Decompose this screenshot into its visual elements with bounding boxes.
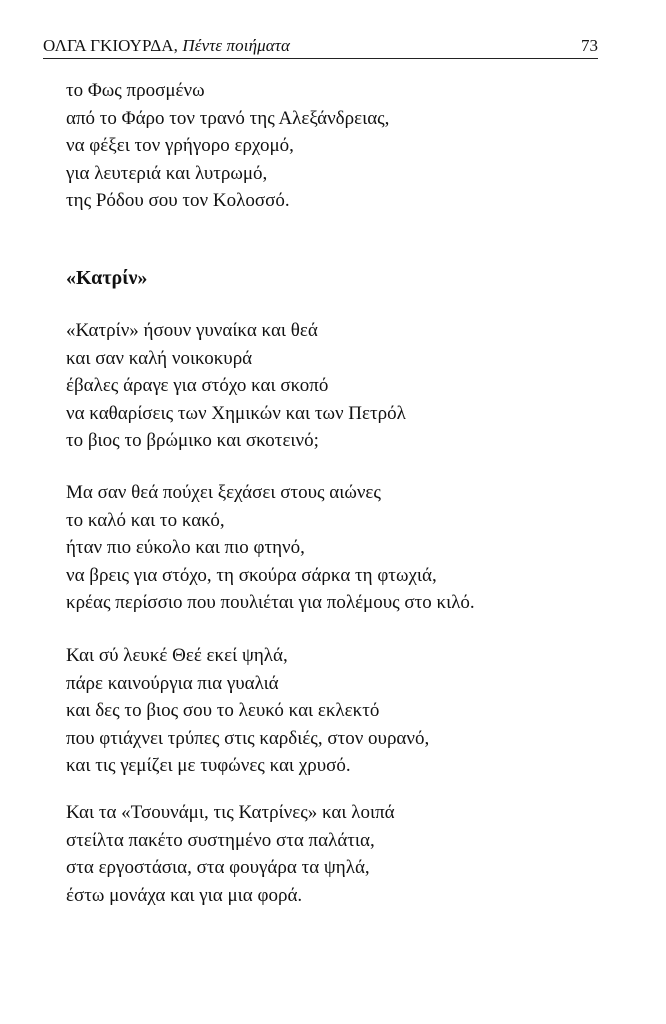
verse-line: και δες το βιος σου το λευκό και εκλεκτό — [66, 700, 380, 721]
verse-line: να καθαρίσεις των Χημικών και των Πετρόλ — [66, 402, 406, 424]
verse-line: που φτιάχνει τρύπες στις καρδιές, στον ουρανό, — [66, 727, 430, 749]
poem-title: «Κατρίν» — [66, 267, 148, 289]
stanza-2 — [66, 479, 606, 617]
verse-line: «Κατρίν» ήσουν γυναίκα και θεά — [66, 320, 318, 341]
verse-line: κρέας περίσσιο που πουλιέται για πολέμους στο κιλό. — [66, 592, 475, 613]
verse-line: πάρε καινούργια πια γυαλιά — [66, 672, 279, 694]
continuation-stanza — [66, 77, 606, 215]
running-header — [43, 34, 598, 59]
stanza-3 — [66, 642, 606, 780]
verse-line: Μα σαν θεά πούχει ξεχάσει στους αιώνες — [66, 482, 381, 503]
stanza-4 — [66, 799, 606, 909]
verse-line: Και τα «Τσουνάμι, τις Κατρίνες» και λοιπά — [66, 802, 395, 823]
verse-line: έβαλες άραγε για στόχο και σκοπό — [66, 375, 329, 396]
verse-line: να φέξει τον γρήγορο ερχομό, — [66, 135, 294, 156]
page-number: 73 — [581, 36, 598, 55]
verse-line: στα εργοστάσια, στα φουγάρα τα ψηλά, — [66, 857, 370, 878]
verse-line: από το Φάρο τον τρανό της Αλεξάνδρειας, — [66, 107, 390, 129]
verse-line: το Φως προσμένω — [66, 80, 205, 101]
verse-line: Και σύ λευκέ Θεέ εκεί ψηλά, — [66, 645, 288, 666]
verse-line: το καλό και το κακό, — [66, 509, 225, 531]
verse-line: έστω μονάχα και για μια φορά. — [66, 884, 303, 906]
verse-line: και σαν καλή νοικοκυρά — [66, 347, 253, 369]
header-author: ΟΛΓΑ ΓΚΙΟΥΡΔΑ, — [43, 36, 179, 55]
verse-line: της Ρόδου σου τον Κολοσσό. — [66, 190, 290, 211]
header-title — [43, 36, 290, 56]
verse-line: ήταν πιο εύκολο και πιο φτηνό, — [66, 537, 305, 558]
verse-line: για λευτεριά και λυτρωμό, — [66, 162, 268, 184]
header-book-title: Πέντε ποιήματα — [182, 36, 290, 55]
verse-line: και τις γεμίζει με τυφώνες και χρυσό. — [66, 755, 351, 776]
verse-line: να βρεις για στόχο, τη σκούρα σάρκα τη φτωχιά, — [66, 564, 437, 586]
stanza-1 — [66, 317, 606, 455]
verse-line: στείλτα πακέτο συστημένο στα παλάτια, — [66, 829, 375, 851]
verse-line: το βιος το βρώμικο και σκοτεινό; — [66, 430, 319, 451]
